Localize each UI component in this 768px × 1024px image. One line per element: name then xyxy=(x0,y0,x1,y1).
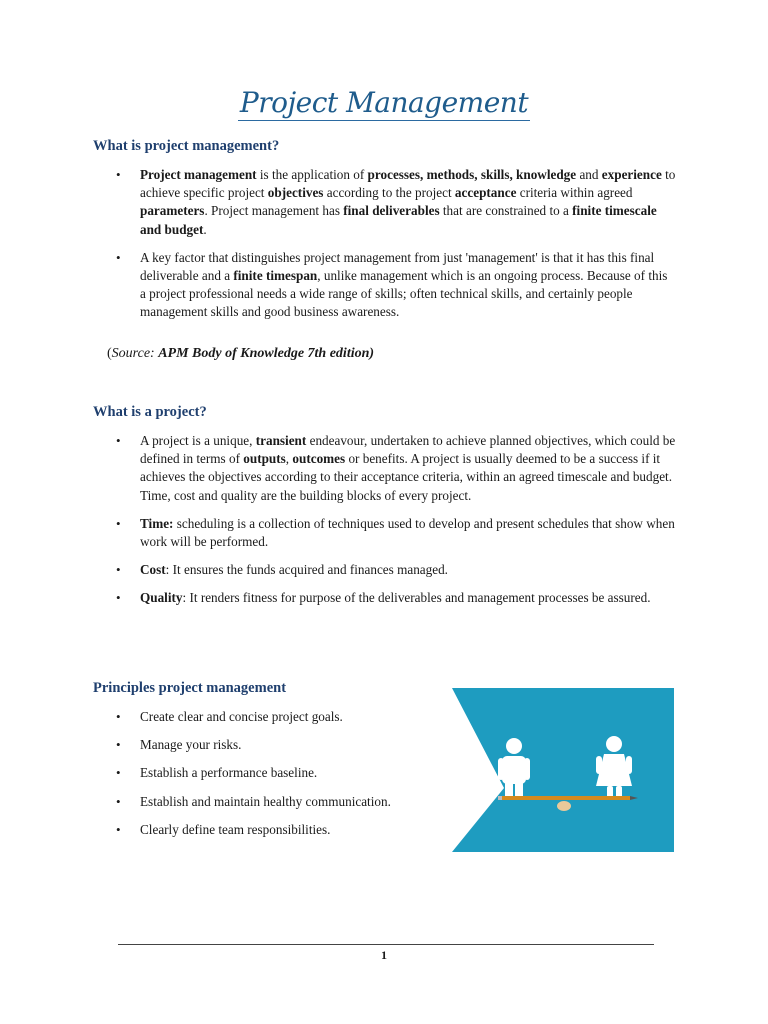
footer-rule xyxy=(118,944,654,945)
list-item: • A key factor that distinguishes project management from just 'management' is that it has this final deliverable and a finite timespan, unlike management which is an ongoing process. Because of this a project professional needs a wide range of skills; often technical skills, and certainly people management skills and good business awareness. xyxy=(116,249,676,322)
list-item: • Cost: It ensures the funds acquired and finances managed. xyxy=(116,561,676,579)
principles-list xyxy=(116,708,436,849)
page-number: 1 xyxy=(381,948,387,962)
list-item: • A project is a unique, transient endeavour, undertaken to achieve planned objectives, which could be defined in terms of outputs, outcomes or benefits. A project is usually deemed to be a success if it achieves the objectives according to their acceptance criteria, within an agreed timescale and budget. Time, cost and quality are the building blocks of every project. xyxy=(116,432,676,505)
balance-illustration xyxy=(452,688,674,852)
list-item: • Establish and maintain healthy communication. xyxy=(116,793,436,811)
section2-list xyxy=(116,432,676,618)
list-item: • Create clear and concise project goals. xyxy=(116,708,436,726)
list-item: • Project management is the application of processes, methods, skills, knowledge and experience to achieve specific project objectives according to the project acceptance criteria within agreed parameters. Project management has final deliverables that are constrained to a finite timescale and budget. xyxy=(116,166,676,239)
section-heading-what-is-project: What is a project? xyxy=(93,404,207,420)
illustration-background xyxy=(452,688,674,852)
list-item: • Clearly define team responsibilities. xyxy=(116,821,436,839)
section1-list xyxy=(116,166,676,332)
list-item: • Quality: It renders fitness for purpose of the deliverables and management processes be assured. xyxy=(116,589,676,607)
page-title: Project Management xyxy=(239,86,529,119)
list-item: • Manage your risks. xyxy=(116,736,436,754)
list-item: • Establish a performance baseline. xyxy=(116,764,436,782)
section-heading-what-is-pm: What is project management? xyxy=(93,138,280,154)
source-citation: (Source: APM Body of Knowledge 7th edition) xyxy=(107,346,375,361)
section-heading-principles: Principles project management xyxy=(93,680,287,696)
list-item: • Time: scheduling is a collection of techniques used to develop and present schedules that show when work will be performed. xyxy=(116,515,676,551)
